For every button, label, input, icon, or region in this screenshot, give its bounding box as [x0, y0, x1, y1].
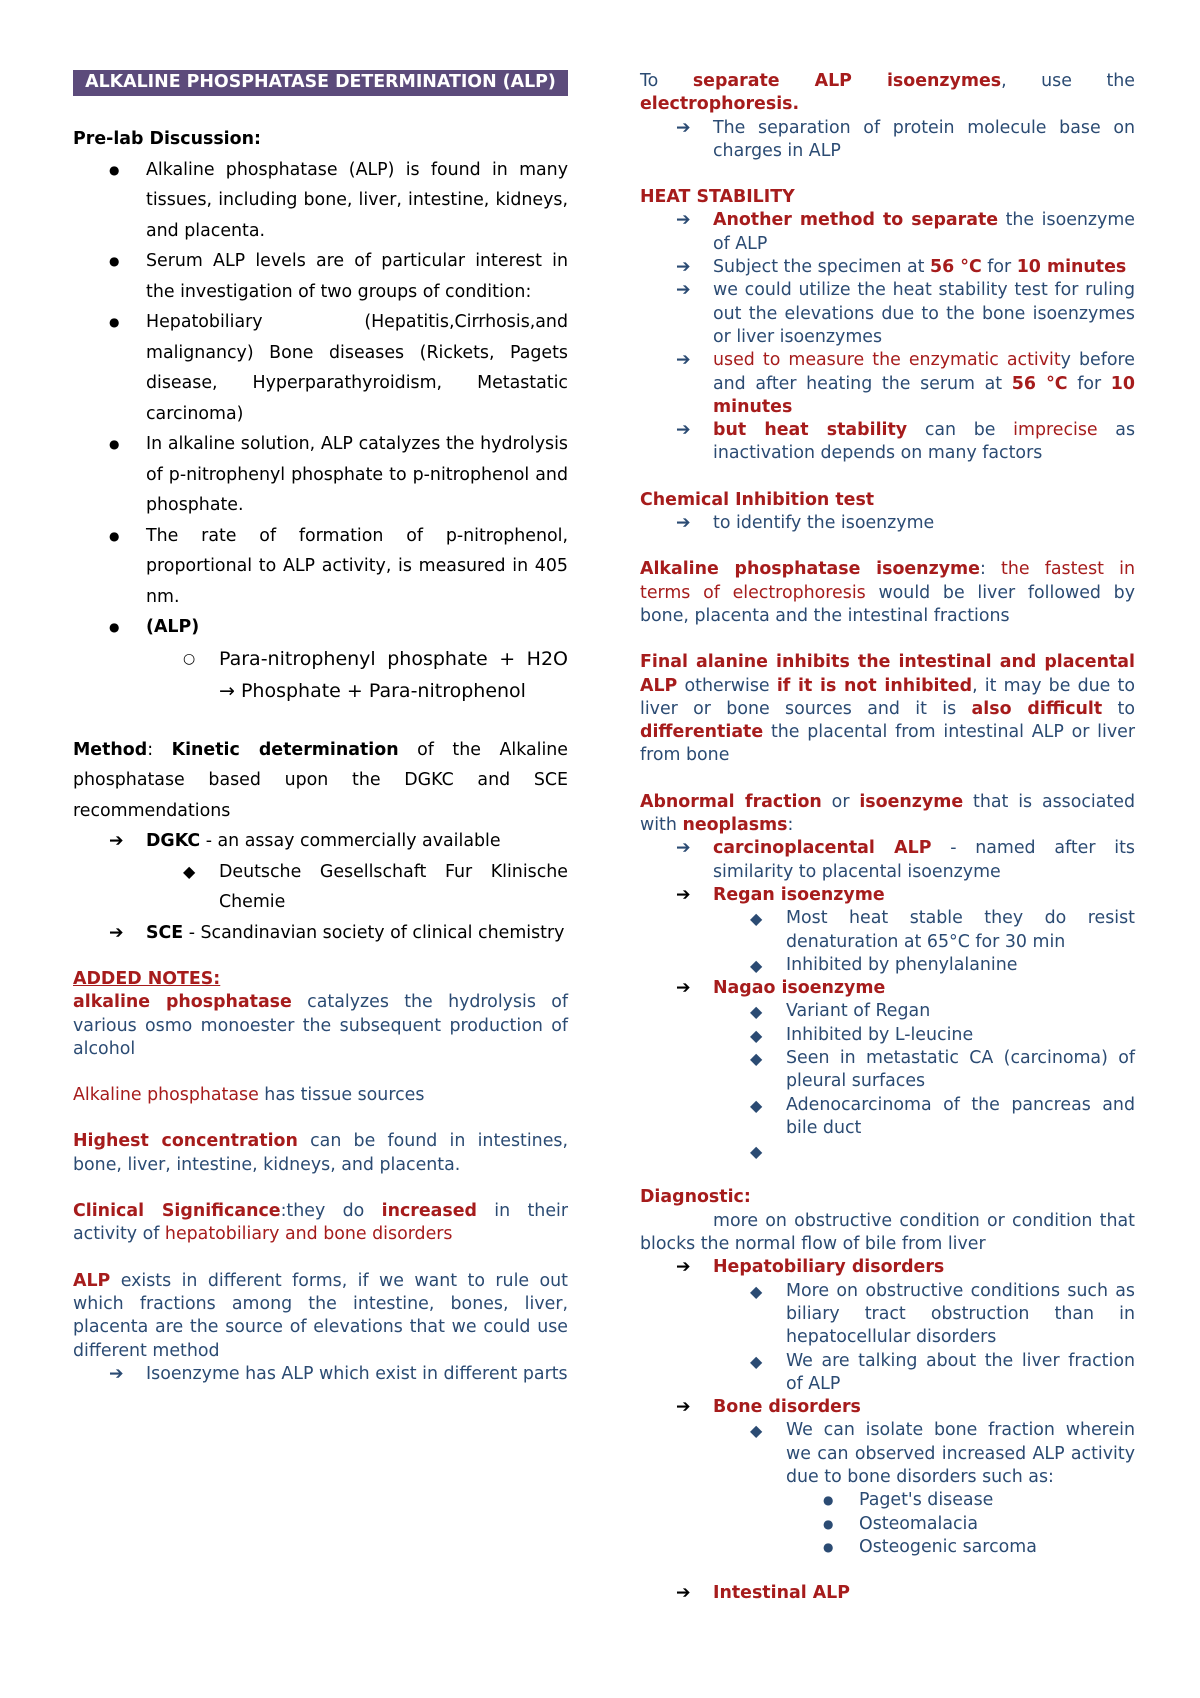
arrow-icon: ➔: [109, 1363, 124, 1384]
arrow-icon: ➔: [676, 978, 691, 999]
separate-sub: ➔ The separation of protein molecule base on charges in ALP: [676, 117, 1135, 161]
bullet-icon: ●: [109, 528, 120, 543]
diagnostic-heading: Diagnostic:: [640, 1187, 751, 1208]
arrow-icon: ➔: [676, 1397, 691, 1418]
diagnostic-text: more on obstructive condition or condition that blocks the normal flow of bile from liver: [640, 1210, 1135, 1255]
left-column: [73, 70, 568, 1386]
chemical-inhibition-item: ➔ to identify the isoenzyme: [640, 512, 1135, 535]
arrow-icon: ➔: [676, 1583, 691, 1604]
bullet-icon: ●: [823, 1539, 834, 1554]
chemical-inhibition-heading: Chemical Inhibition test: [640, 489, 875, 510]
added-note-5-sub: ➔ Isoenzyme has ALP which exist in different parts: [73, 1363, 568, 1386]
prelab-bullet-2: ● Serum ALP levels are of particular interest in the investigation of two groups of condition:: [73, 246, 568, 307]
diamond-bullet-icon: ◆: [750, 1421, 763, 1441]
prelab-bullet-1: ● Alkaline phosphatase (ALP) is found in many tissues, including bone, liver, intestine, kidneys, and placenta.: [73, 155, 568, 247]
diamond-bullet-icon: ◆: [750, 909, 763, 929]
arrow-icon: ➔: [676, 838, 691, 859]
arrow-icon: ➔: [676, 257, 691, 278]
hepatobiliary-disorders-item: ➔ Hepatobiliary disorders: [640, 1256, 1135, 1279]
diamond-bullet-icon: ◆: [750, 955, 763, 975]
arrow-icon: ➔: [676, 350, 691, 371]
added-note-5: ALP exists in different forms, if we want to rule out which fractions among the intestine, bones, liver, placenta are the source of elevations that we could use different method: [73, 1270, 568, 1361]
separate-paragraph: To separate ALP isoenzymes, use the electrophoresis.: [640, 71, 1135, 115]
circle-bullet-icon: ○: [183, 650, 196, 667]
nagao-isoenzyme-item: ➔ Nagao isoenzyme: [640, 977, 1135, 1000]
diamond-bullet-icon: ◆: [750, 1025, 763, 1045]
bullet-icon: ●: [109, 620, 120, 634]
arrow-icon: ➔: [109, 831, 124, 851]
right-column: [640, 70, 1135, 1606]
heat-item-2: ➔ Subject the specimen at 56 °C for 10 minutes: [640, 256, 1135, 279]
arrow-icon: ➔: [676, 280, 691, 301]
method-paragraph: Method: Kinetic determination of the Alkaline phosphatase based upon the DGKC and SCE recommendations: [73, 739, 568, 821]
bone-disease-1: ● Paget's disease: [640, 1489, 1135, 1512]
carcinoplacental-item: ➔ carcinoplacental ALP - named after its similarity to placental isoenzyme: [676, 838, 1135, 882]
isoenzyme-paragraph: Alkaline phosphatase isoenzyme: the fastest in terms of electrophoresis would be liver followed by bone, placenta and the intestinal fractions: [640, 559, 1136, 626]
hepatobiliary-detail-1: ◆ More on obstructive conditions such as biliary tract obstruction than in hepatocellular disorders: [750, 1280, 1135, 1348]
heat-item-4: ➔ used to measure the enzymatic activity before and after heating the serum at 56 °C for 10 minutes: [676, 350, 1135, 417]
added-note-3: Highest concentration can be found in intestines, bone, liver, intestine, kidneys, and placenta.: [73, 1131, 568, 1175]
regan-detail-1: ◆ Most heat stable they do resist denaturation at 65°C for 30 min: [750, 908, 1135, 952]
method-dgkc-expansion: ◆ Deutsche Gesellschaft Fur Klinische Chemie: [73, 857, 568, 918]
added-note-1: alkaline phosphatase catalyzes the hydrolysis of various osmo monoester the subsequent production of alcohol: [73, 992, 568, 1059]
bone-disorders-item: ➔ Bone disorders: [640, 1396, 1135, 1419]
heat-item-3: ➔ we could utilize the heat stability test for ruling out the elevations due to the bone isoenzymes or liver isoenzymes: [676, 280, 1135, 347]
diamond-bullet-icon: ◆: [183, 861, 196, 881]
diamond-bullet-icon: ◆: [750, 1142, 763, 1162]
heat-item-1: ➔ Another method to separate the isoenzyme of ALP: [676, 210, 1135, 254]
bullet-icon: ●: [823, 1516, 834, 1531]
regan-detail-2: ◆ Inhibited by phenylalanine: [640, 954, 1135, 977]
nagao-detail-empty: [640, 1140, 1135, 1163]
nagao-detail-4: ◆ Adenocarcinoma of the pancreas and bile duct: [750, 1094, 1135, 1138]
bullet-icon: ●: [109, 437, 120, 451]
prelab-bullet-6: ● (ALP): [73, 612, 568, 643]
nagao-detail-2: ◆ Inhibited by L-leucine: [640, 1024, 1135, 1047]
reaction-equation: ○ Para-nitrophenyl phosphate + H2O → Phosphate + Para-nitrophenol: [73, 643, 568, 707]
prelab-heading: Pre-lab Discussion:: [73, 129, 261, 149]
added-notes-heading: ADDED NOTES:: [73, 969, 221, 989]
prelab-bullet-4: ● In alkaline solution, ALP catalyzes the hydrolysis of p-nitrophenyl phosphate to p-nitrophenol and phosphate.: [73, 429, 568, 521]
hepatobiliary-detail-2: ◆ We are talking about the liver fraction of ALP: [750, 1350, 1135, 1394]
regan-isoenzyme-item: ➔ Regan isoenzyme: [640, 884, 1135, 907]
method-dgkc: ➔ DGKC - an assay commercially available: [73, 826, 568, 857]
diamond-bullet-icon: ◆: [750, 1095, 763, 1115]
bullet-icon: ●: [109, 254, 120, 268]
heat-stability-heading: HEAT STABILITY: [640, 187, 795, 208]
diamond-bullet-icon: ◆: [750, 1002, 763, 1022]
bullet-icon: ●: [109, 315, 120, 329]
arrow-icon: ➔: [676, 513, 691, 534]
bone-disease-2: ● Osteomalacia: [640, 1513, 1135, 1536]
bullet-icon: ●: [823, 1493, 834, 1508]
nagao-detail-3: ◆ Seen in metastatic CA (carcinoma) of pleural surfaces: [750, 1047, 1135, 1092]
arrow-icon: ➔: [109, 922, 124, 943]
heat-item-5: ➔ but heat stability can be imprecise as inactivation depends on many factors: [676, 420, 1136, 464]
prelab-bullet-5: ● The rate of formation of p-nitrophenol, proportional to ALP activity, is measured in 405 nm.: [73, 521, 568, 613]
bullet-icon: ●: [109, 162, 120, 177]
arrow-icon: ➔: [676, 1257, 691, 1278]
diamond-bullet-icon: ◆: [750, 1048, 763, 1068]
document-title: ALKALINE PHOSPHATASE DETERMINATION (ALP): [73, 70, 568, 96]
arrow-icon: ➔: [676, 420, 691, 441]
arrow-icon: ➔: [676, 884, 691, 905]
nagao-detail-1: ◆ Variant of Regan: [640, 1000, 1135, 1023]
final-alanine-paragraph: Final alanine inhibits the intestinal and placental ALP otherwise if it is not inhibited, it may be due to liver or bone sources and it is also difficult to differentiate the placental from intestinal ALP or liver from bone: [640, 652, 1136, 766]
intestinal-alp-item: ➔ Intestinal ALP: [640, 1582, 1135, 1605]
added-note-2: Alkaline phosphatase has tissue sources: [73, 1085, 425, 1106]
diamond-bullet-icon: ◆: [750, 1351, 763, 1371]
added-note-4: Clinical Significance:they do increased in their activity of hepatobiliary and bone disorders: [73, 1201, 568, 1245]
bone-detail-1: ◆ We can isolate bone fraction wherein we can observed increased ALP activity due to bone disorders such as:: [750, 1420, 1135, 1488]
method-sce: ➔ SCE - Scandinavian society of clinical chemistry: [73, 918, 568, 949]
bone-disease-3: ● Osteogenic sarcoma: [640, 1536, 1135, 1559]
abnormal-fraction-paragraph: Abnormal fraction or isoenzyme that is associated with neoplasms:: [640, 791, 1135, 836]
diamond-bullet-icon: ◆: [750, 1281, 763, 1301]
arrow-icon: ➔: [676, 210, 691, 231]
prelab-bullet-3: ● Hepatobiliary (Hepatitis,Cirrhosis,and malignancy) Bone diseases (Rickets, Pagets disease, Hyperparathyroidism, Metastatic carcinoma): [73, 307, 568, 429]
arrow-icon: ➔: [676, 117, 691, 138]
